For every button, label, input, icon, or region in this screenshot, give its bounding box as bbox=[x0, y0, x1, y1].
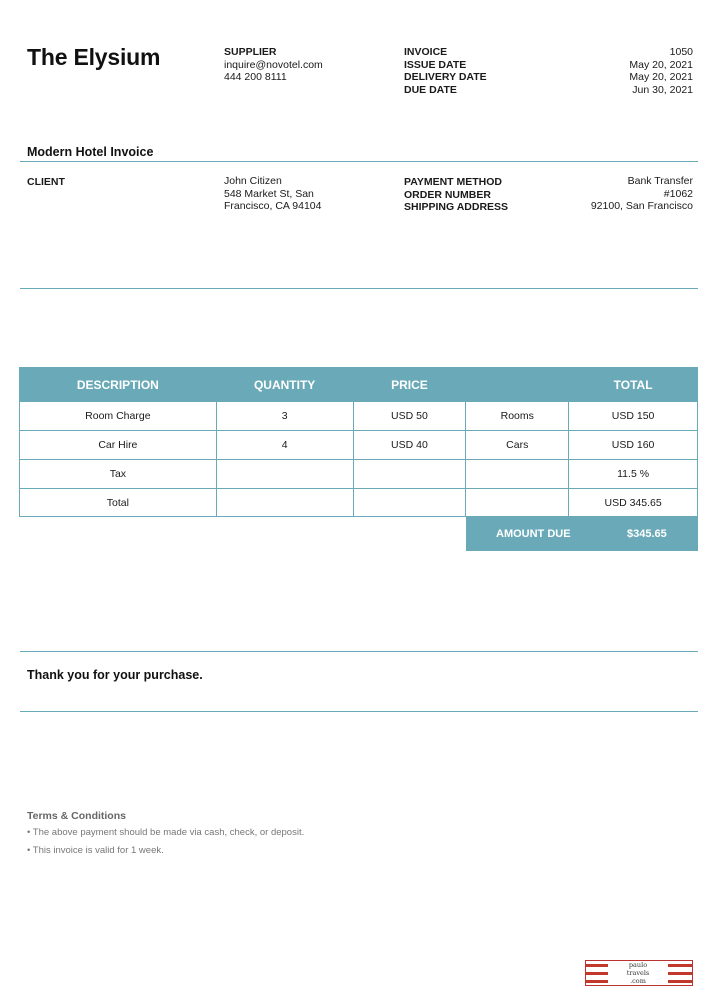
cell-unit: Cars bbox=[466, 431, 569, 460]
cell-price: USD 50 bbox=[353, 402, 466, 431]
cell-unit bbox=[466, 489, 569, 517]
cell-total: USD 150 bbox=[569, 402, 698, 431]
invoice-meta-labels bbox=[404, 46, 487, 96]
due-date-label: DUE DATE bbox=[404, 83, 457, 96]
issue-date-value: May 20, 2021 bbox=[629, 58, 693, 71]
brand-name: The Elysium bbox=[27, 44, 161, 70]
table-row bbox=[20, 460, 698, 489]
bullet-icon: • bbox=[27, 827, 31, 838]
column-header-quantity: QUANTITY bbox=[216, 368, 353, 402]
cell-total: USD 345.65 bbox=[569, 489, 698, 517]
payment-labels bbox=[404, 176, 508, 214]
title-divider bbox=[20, 161, 698, 162]
cell-total: 11.5 % bbox=[569, 460, 698, 489]
supplier-block bbox=[224, 46, 323, 84]
thank-you-message: Thank you for your purchase. bbox=[27, 668, 203, 682]
payment-method-label: PAYMENT METHOD bbox=[404, 176, 503, 188]
cell-price bbox=[353, 460, 466, 489]
table-row bbox=[20, 402, 698, 431]
order-number-label: ORDER NUMBER bbox=[404, 188, 491, 201]
cell-quantity bbox=[216, 489, 353, 517]
cell-price bbox=[353, 489, 466, 517]
payment-method-value: Bank Transfer bbox=[627, 175, 693, 187]
cell-price: USD 40 bbox=[353, 431, 466, 460]
shipping-address-label: SHIPPING ADDRESS bbox=[404, 201, 509, 213]
table-header-row bbox=[20, 368, 698, 402]
delivery-date-label: DELIVERY DATE bbox=[404, 71, 487, 83]
invoice-number: 1050 bbox=[669, 46, 693, 58]
order-number-value: #1062 bbox=[663, 187, 693, 200]
watermark-text bbox=[608, 961, 668, 985]
shipping-address-value: 92100, San Francisco bbox=[590, 200, 693, 212]
table-row bbox=[20, 489, 698, 517]
cell-quantity bbox=[216, 460, 353, 489]
terms-item bbox=[27, 827, 304, 838]
client-info bbox=[224, 175, 321, 213]
supplier-email: inquire@novotel.com bbox=[224, 58, 323, 71]
issue-date-label: ISSUE DATE bbox=[404, 58, 467, 71]
terms-item-text: This invoice is valid for 1 week. bbox=[32, 845, 164, 856]
due-date-value: Jun 30, 2021 bbox=[632, 83, 693, 96]
column-header-price: PRICE bbox=[353, 368, 466, 402]
cell-unit: Rooms bbox=[466, 402, 569, 431]
terms-title: Terms & Conditions bbox=[27, 810, 126, 822]
cell-unit bbox=[466, 460, 569, 489]
invoice-meta-values bbox=[560, 46, 693, 96]
column-header-total: TOTAL bbox=[569, 368, 698, 402]
cell-quantity: 3 bbox=[216, 402, 353, 431]
cell-description: Room Charge bbox=[20, 402, 217, 431]
cell-total: USD 160 bbox=[569, 431, 698, 460]
client-name: John Citizen bbox=[224, 175, 282, 187]
cell-description: Car Hire bbox=[20, 431, 217, 460]
column-header-description: DESCRIPTION bbox=[20, 368, 217, 402]
bullet-icon: • bbox=[27, 845, 31, 856]
cell-description: Total bbox=[20, 489, 217, 517]
supplier-phone: 444 200 8111 bbox=[224, 71, 287, 83]
section-divider bbox=[20, 288, 698, 289]
cell-description: Tax bbox=[20, 460, 217, 489]
amount-due-box bbox=[466, 517, 698, 551]
client-address-line1: 548 Market St, San bbox=[224, 187, 314, 200]
watermark-line: .com bbox=[630, 977, 646, 985]
column-header-unit bbox=[466, 368, 569, 402]
invoice-title: Modern Hotel Invoice bbox=[27, 145, 154, 159]
items-table bbox=[19, 367, 698, 517]
thanks-bottom-divider bbox=[20, 711, 698, 712]
amount-due-label: AMOUNT DUE bbox=[496, 528, 571, 540]
invoice-label: INVOICE bbox=[404, 46, 448, 58]
table-row bbox=[20, 431, 698, 460]
client-label: CLIENT bbox=[27, 176, 65, 188]
cell-quantity: 4 bbox=[216, 431, 353, 460]
terms-item bbox=[27, 845, 164, 856]
watermark-line: paulo bbox=[628, 961, 648, 969]
watermark-logo bbox=[585, 960, 693, 986]
payment-values bbox=[540, 175, 693, 213]
watermark-line: travels bbox=[626, 969, 650, 977]
thanks-top-divider bbox=[20, 651, 698, 652]
terms-item-text: The above payment should be made via cash, check, or deposit. bbox=[32, 827, 305, 838]
supplier-label: SUPPLIER bbox=[224, 46, 277, 58]
client-address-line2: Francisco, CA 94104 bbox=[224, 200, 322, 212]
amount-due-value: $345.65 bbox=[627, 528, 667, 540]
delivery-date-value: May 20, 2021 bbox=[629, 71, 693, 83]
